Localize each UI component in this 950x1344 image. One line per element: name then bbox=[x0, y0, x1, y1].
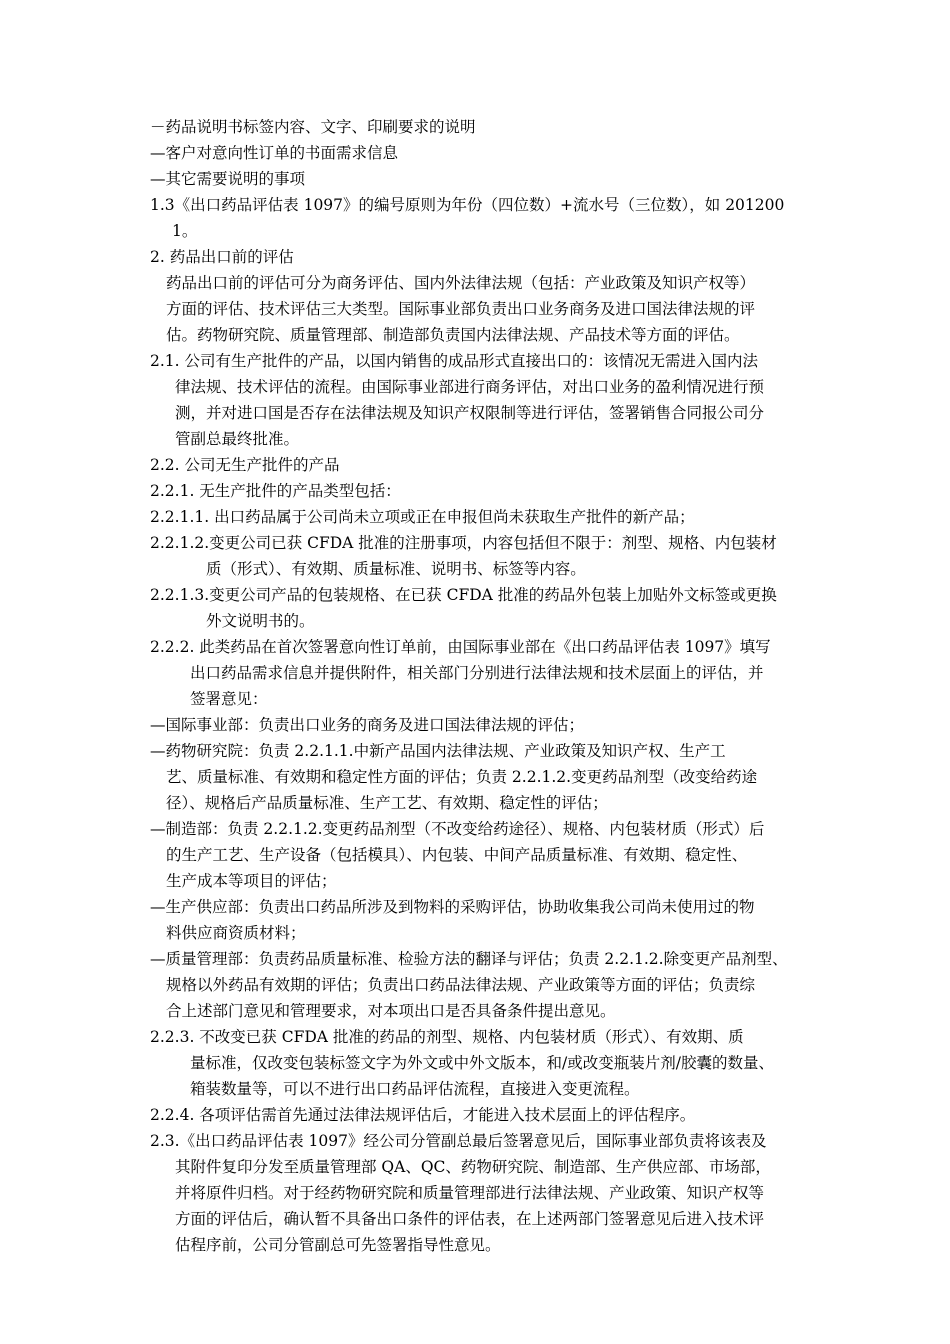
text-line: —生产供应部：负责出口药品所涉及到物料的采购评估，协助收集我公司尚未使用过的物 bbox=[150, 898, 755, 916]
text-line: 质（形式）、有效期、质量标准、说明书、标签等内容。 bbox=[206, 560, 586, 578]
text-line: 径）、规格后产品质量标准、生产工艺、有效期、稳定性的评估； bbox=[166, 794, 608, 812]
text-line: 2.2.1.1. 出口药品属于公司尚未立项或正在申报但尚未获取生产批件的新产品； bbox=[150, 508, 695, 526]
text-line: —质量管理部：负责药品质量标准、检验方法的翻译与评估；负责 2.2.1.2.除变更产品剂型、 bbox=[150, 950, 788, 968]
text-line: 签署意见： bbox=[190, 690, 268, 708]
section-heading: 2.2. 公司无生产批件的产品 bbox=[150, 456, 340, 474]
text-line: 的生产工艺、生产设备（包括模具）、内包装、中间产品质量标准、有效期、稳定性、 bbox=[166, 846, 748, 864]
text-line: 生产成本等项目的评估； bbox=[166, 872, 337, 890]
text-line: 方面的评估、技术评估三大类型。国际事业部负责出口业务商务及进口国法律法规的评 bbox=[166, 300, 756, 318]
text-line: 箱装数量等，可以不进行出口药品评估流程，直接进入变更流程。 bbox=[190, 1080, 640, 1098]
text-line: 2.2.1.2.变更公司已获 CFDA 批准的注册事项，内容包括但不限于：剂型、规格、内包装材 bbox=[150, 534, 777, 552]
text-line: —其它需要说明的事项 bbox=[150, 170, 306, 188]
text-line: 艺、质量标准、有效期和稳定性方面的评估；负责 2.2.1.2.变更药品剂型（改变给药途 bbox=[166, 768, 758, 786]
text-line: —药物研究院：负责 2.2.1.1.中新产品国内法律法规、产业政策及知识产权、生产工 bbox=[150, 742, 726, 760]
text-line: 2.2.2. 此类药品在首次签署意向性订单前，由国际事业部在《出口药品评估表 1097》填写 bbox=[150, 638, 771, 656]
text-line: —客户对意向性订单的书面需求信息 bbox=[150, 144, 399, 162]
text-line: 并将原件归档。对于经药物研究院和质量管理部进行法律法规、产业政策、知识产权等 bbox=[175, 1184, 765, 1202]
text-line: 2.2.4. 各项评估需首先通过法律法规评估后，才能进入技术层面上的评估程序。 bbox=[150, 1106, 696, 1124]
text-line: —国际事业部：负责出口业务的商务及进口国法律法规的评估； bbox=[150, 716, 585, 734]
section-heading: 2. 药品出口前的评估 bbox=[150, 248, 294, 266]
text-line: 方面的评估后，确认暂不具备出口条件的评估表，在上述两部门签署意见后进入技术评 bbox=[175, 1210, 765, 1228]
text-line: 1。 bbox=[172, 222, 198, 240]
text-line: －药品说明书标签内容、文字、印刷要求的说明 bbox=[150, 118, 476, 136]
text-line: 估程序前，公司分管副总可先签署指导性意见。 bbox=[175, 1236, 501, 1254]
text-line: 料供应商资质材料； bbox=[166, 924, 306, 942]
text-line: 规格以外药品有效期的评估；负责出口药品法律法规、产业政策等方面的评估；负责综 bbox=[166, 976, 756, 994]
text-line: 2.3.《出口药品评估表 1097》经公司分管副总最后签署意见后，国际事业部负责将该表及 bbox=[150, 1132, 767, 1150]
text-line: 律法规、技术评估的流程。由国际事业部进行商务评估，对出口业务的盈利情况进行预 bbox=[175, 378, 765, 396]
text-line: 测，并对进口国是否存在法律法规及知识产权限制等进行评估，签署销售合同报公司分 bbox=[175, 404, 765, 422]
text-line: 出口药品需求信息并提供附件，相关部门分别进行法律法规和技术层面上的评估，并 bbox=[190, 664, 764, 682]
text-line: 药品出口前的评估可分为商务评估、国内外法律法规（包括：产业政策及知识产权等） bbox=[166, 274, 756, 292]
text-line: 2.1. 公司有生产批件的产品，以国内销售的成品形式直接出口的：该情况无需进入国内法 bbox=[150, 352, 759, 370]
text-line: 其附件复印分发至质量管理部 QA、QC、药物研究院、制造部、生产供应部、市场部， bbox=[175, 1158, 771, 1176]
text-line: 估。药物研究院、质量管理部、制造部负责国内法律法规、产品技术等方面的评估。 bbox=[166, 326, 740, 344]
text-line: 2.2.3. 不改变已获 CFDA 批准的药品的剂型、规格、内包装材质（形式）、有效期、质 bbox=[150, 1028, 744, 1046]
text-line: —制造部：负责 2.2.1.2.变更药品剂型（不改变给药途径）、规格、内包装材质（形式）后 bbox=[150, 820, 765, 838]
text-line: 管副总最终批准。 bbox=[175, 430, 300, 448]
text-line: 量标准，仅改变包装标签文字为外文或中外文版本，和/或改变瓶装片剂/胶囊的数量、 bbox=[190, 1054, 774, 1072]
text-line: 2.2.1.3.变更公司产品的包装规格、在已获 CFDA 批准的药品外包装上加贴外文标签或更换 bbox=[150, 586, 777, 604]
text-line: 1.3《出口药品评估表 1097》的编号原则为年份（四位数）+流水号（三位数），如 201200 bbox=[150, 196, 785, 214]
text-line: 合上述部门意见和管理要求，对本项出口是否具备条件提出意见。 bbox=[166, 1002, 616, 1020]
text-line: 2.2.1. 无生产批件的产品类型包括： bbox=[150, 482, 401, 500]
text-line: 外文说明书的。 bbox=[206, 612, 315, 630]
